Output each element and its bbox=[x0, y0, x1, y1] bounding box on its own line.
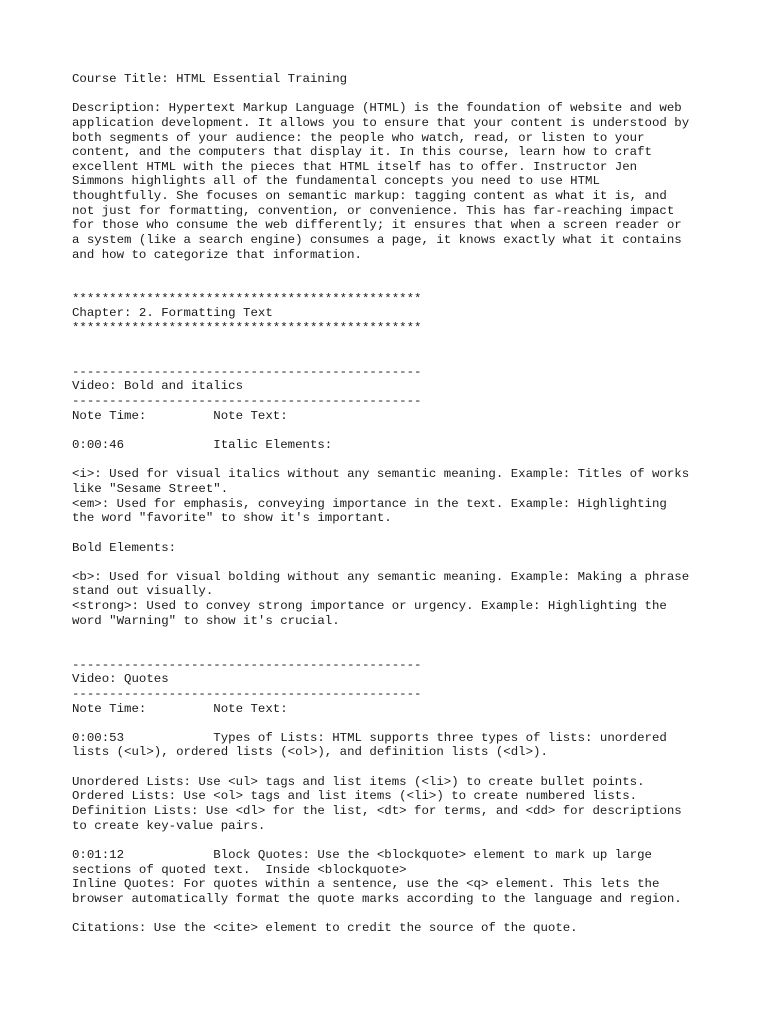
text-line: <em>: Used for emphasis, conveying importance in the text. Example: Highlighting bbox=[72, 496, 667, 511]
text-line: like "Sesame Street". bbox=[72, 481, 229, 496]
text-line: browser automatically format the quote marks according to the language and region. bbox=[72, 891, 682, 906]
text-line: a system (like a search engine) consumes a page, it knows exactly what it contains bbox=[72, 233, 682, 248]
text-line: Bold Elements: bbox=[72, 540, 177, 555]
text-line bbox=[72, 277, 712, 292]
text-line: ----------------------------------------------- bbox=[72, 686, 422, 701]
text-line: word "Warning" to show it's crucial. bbox=[72, 613, 340, 628]
text-line: Definition Lists: Use <dl> for the list, <dt> for terms, and <dd> for descriptions bbox=[72, 804, 682, 819]
text-line: Video: Quotes bbox=[72, 672, 169, 687]
text-line: for those who consume the web differently; it ensures that when a screen reader or bbox=[72, 218, 682, 233]
text-line: Chapter: 2. Formatting Text bbox=[72, 306, 273, 321]
text-line: not just for formatting, convention, or convenience. This has far-reaching impact bbox=[72, 203, 675, 218]
text-line bbox=[72, 526, 712, 541]
text-line: Simmons highlights all of the fundamental concepts you need to use HTML bbox=[72, 174, 600, 189]
text-line bbox=[72, 907, 712, 922]
text-line: <strong>: Used to convey strong importance or urgency. Example: Highlighting the bbox=[72, 599, 667, 614]
text-line bbox=[72, 423, 712, 438]
text-line bbox=[72, 453, 712, 468]
text-line: excellent HTML with the pieces that HTML itself has to offer. Instructor Jen bbox=[72, 159, 638, 174]
document-text bbox=[72, 72, 712, 936]
text-line: Inline Quotes: For quotes within a sentence, use the <q> element. This lets the bbox=[72, 877, 660, 892]
text-line bbox=[72, 760, 712, 775]
text-line: ----------------------------------------------- bbox=[72, 394, 422, 409]
text-line: to create key-value pairs. bbox=[72, 818, 266, 833]
text-line bbox=[72, 350, 712, 365]
text-line: Note Time: Note Text: bbox=[72, 701, 288, 716]
text-line: Citations: Use the <cite> element to credit the source of the quote. bbox=[72, 921, 578, 936]
text-line: lists (<ul>), ordered lists (<ol>), and definition lists (<dl>). bbox=[72, 745, 548, 760]
text-line: and how to categorize that information. bbox=[72, 247, 362, 262]
text-line: content, and the computers that display it. In this course, learn how to craft bbox=[72, 145, 652, 160]
text-line: Note Time: Note Text: bbox=[72, 408, 288, 423]
text-line: <i>: Used for visual italics without any semantic meaning. Example: Titles of works bbox=[72, 467, 690, 482]
text-line bbox=[72, 643, 712, 658]
text-line bbox=[72, 87, 712, 102]
text-line: 0:00:46 Italic Elements: bbox=[72, 438, 333, 453]
text-line bbox=[72, 262, 712, 277]
text-line: 0:00:53 Types of Lists: HTML supports three types of lists: unordered bbox=[72, 730, 667, 745]
text-line: thoughtfully. She focuses on semantic markup: tagging content as what it is, and bbox=[72, 189, 667, 204]
text-line: Course Title: HTML Essential Training bbox=[72, 72, 348, 86]
text-line bbox=[72, 833, 712, 848]
text-line bbox=[72, 716, 712, 731]
text-line bbox=[72, 555, 712, 570]
text-line: Video: Bold and italics bbox=[72, 379, 244, 394]
text-line: Ordered Lists: Use <ol> tags and list items (<li>) to create numbered lists. bbox=[72, 789, 638, 804]
text-line bbox=[72, 336, 712, 351]
text-line: *********************************************** bbox=[72, 291, 422, 306]
text-line: stand out visually. bbox=[72, 584, 214, 599]
text-line: ----------------------------------------------- bbox=[72, 657, 422, 672]
text-line: *********************************************** bbox=[72, 320, 422, 335]
text-line bbox=[72, 628, 712, 643]
text-line: the word "favorite" to show it's important. bbox=[72, 511, 392, 526]
text-line: 0:01:12 Block Quotes: Use the <blockquote> element to mark up large bbox=[72, 847, 652, 862]
text-line: Unordered Lists: Use <ul> tags and list items (<li>) to create bullet points. bbox=[72, 774, 645, 789]
text-line: <b>: Used for visual bolding without any semantic meaning. Example: Making a phrase bbox=[72, 569, 690, 584]
text-line: application development. It allows you to ensure that your content is understood by bbox=[72, 115, 690, 130]
text-line: sections of quoted text. Inside <blockquote> bbox=[72, 862, 407, 877]
text-line: both segments of your audience: the people who watch, read, or listen to your bbox=[72, 130, 645, 145]
text-line: ----------------------------------------------- bbox=[72, 364, 422, 379]
text-line: Description: Hypertext Markup Language (HTML) is the foundation of website and web bbox=[72, 101, 682, 116]
